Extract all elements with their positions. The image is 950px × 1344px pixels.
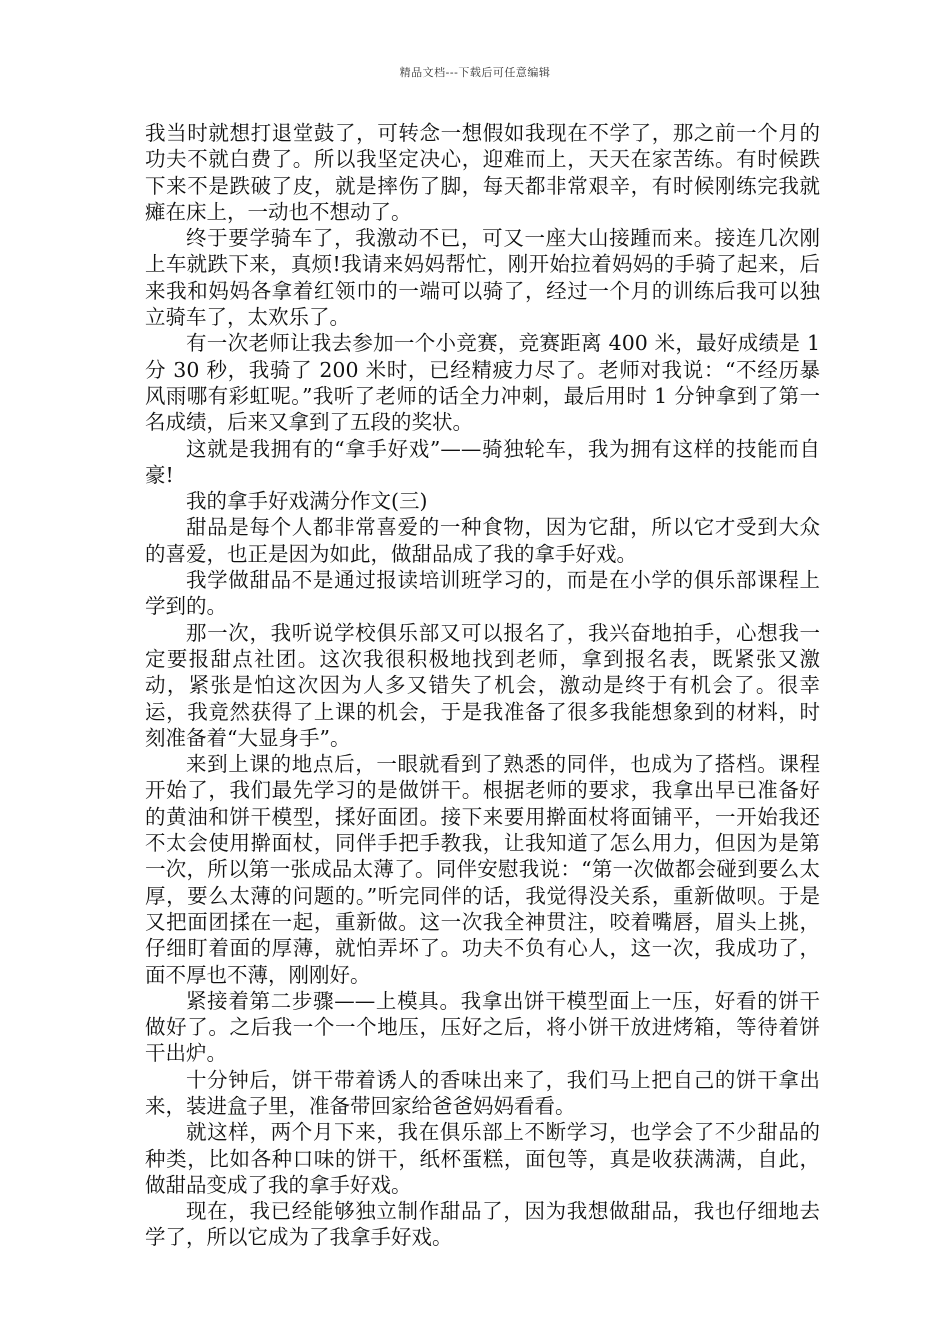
- paragraph: 那一次，我听说学校俱乐部又可以报名了，我兴奋地拍手，心想我一定要报甜点社团。这次我很积极地找到老师，拿到报名表，既紧张又激动，紧张是怕这次因为人多又错失了机会，激动是终于有机会了。很幸运，我竟然获得了上课的机会，于是我准备了很多我能想象到的材料，时刻准备着“大显身手”。: [145, 620, 820, 750]
- paragraph: 有一次老师让我去参加一个小竞赛，竞赛距离 400 米，最好成绩是 1 分 30 秒，我骑了 200 米时，已经精疲力尽了。老师对我说：“不经历暴风雨哪有彩虹呢。”我听了老师的话全力冲刺，最后用时 1 分钟拿到了第一名成绩，后来又拿到了五段的奖状。: [145, 331, 820, 435]
- page-header: 精品文档---下载后可任意编辑: [399, 66, 551, 79]
- paragraph: 这就是我拥有的“拿手好戏”——骑独轮车，我为拥有这样的技能而自豪!: [145, 436, 820, 487]
- paragraph: 甜品是每个人都非常喜爱的一种食物，因为它甜，所以它才受到大众的喜爱，也正是因为如此，做甜品成了我的拿手好戏。: [145, 515, 820, 566]
- paragraph: 现在，我已经能够独立制作甜品了，因为我想做甜品，我也仔细地去学了，所以它成为了我拿手好戏。: [145, 1199, 820, 1250]
- essay-title: 我的拿手好戏满分作文(三): [186, 489, 428, 514]
- paragraph: 就这样，两个月下来，我在俱乐部上不断学习，也学会了不少甜品的种类，比如各种口味的饼干，纸杯蛋糕，面包等，真是收获满满，自此，做甜品变成了我的拿手好戏。: [145, 1120, 820, 1197]
- paragraph: 紧接着第二步骤——上模具。我拿出饼干模型面上一压，好看的饼干做好了。之后我一个一个地压，压好之后，将小饼干放进烤箱，等待着饼干出炉。: [145, 988, 820, 1066]
- paragraph: 终于要学骑车了，我激动不已，可又一座大山接踵而来。接连几次刚上车就跌下来，真烦!我请来妈妈帮忙，刚开始拉着妈妈的手骑了起来，后来我和妈妈各拿着红领巾的一端可以骑了，经过一个月的训练后我可以独立骑车了，太欢乐了。: [145, 226, 820, 330]
- paragraph: 我学做甜品不是通过报读培训班学习的，而是在小学的俱乐部课程上学到的。: [145, 568, 820, 619]
- paragraph: 来到上课的地点后，一眼就看到了熟悉的同伴，也成为了搭档。课程开始了，我们最先学习的是做饼干。根据老师的要求，我拿出早已准备好的黄油和饼干模型，揉好面团。接下来要用擀面杖将面铺平，一开始我还不太会使用擀面杖，同伴手把手教我，让我知道了怎么用力，但因为是第一次，所以第一张成品太薄了。同伴安慰我说：“第一次做都会碰到要么太厚，要么太薄的问题的。”听完同伴的话，我觉得没关系，重新做呗。于是又把面团揉在一起，重新做。这一次我全神贯注，咬着嘴唇，眉头上挑，仔细盯着面的厚薄，就怕弄坏了。功夫不负有心人，这一次，我成功了，面不厚也不薄，刚刚好。: [145, 752, 820, 987]
- paragraph: 十分钟后，饼干带着诱人的香味出来了，我们马上把自己的饼干拿出来，装进盒子里，准备带回家给爸爸妈妈看看。: [145, 1067, 820, 1118]
- paragraph: 我当时就想打退堂鼓了，可转念一想假如我现在不学了，那之前一个月的功夫不就白费了。所以我坚定决心，迎难而上，天天在家苦练。有时候跌下来不是跌破了皮，就是摔伤了脚，每天都非常艰辛，有时候刚练完我就瘫在床上，一动也不想动了。: [145, 121, 820, 224]
- document-body: [145, 120, 820, 1251]
